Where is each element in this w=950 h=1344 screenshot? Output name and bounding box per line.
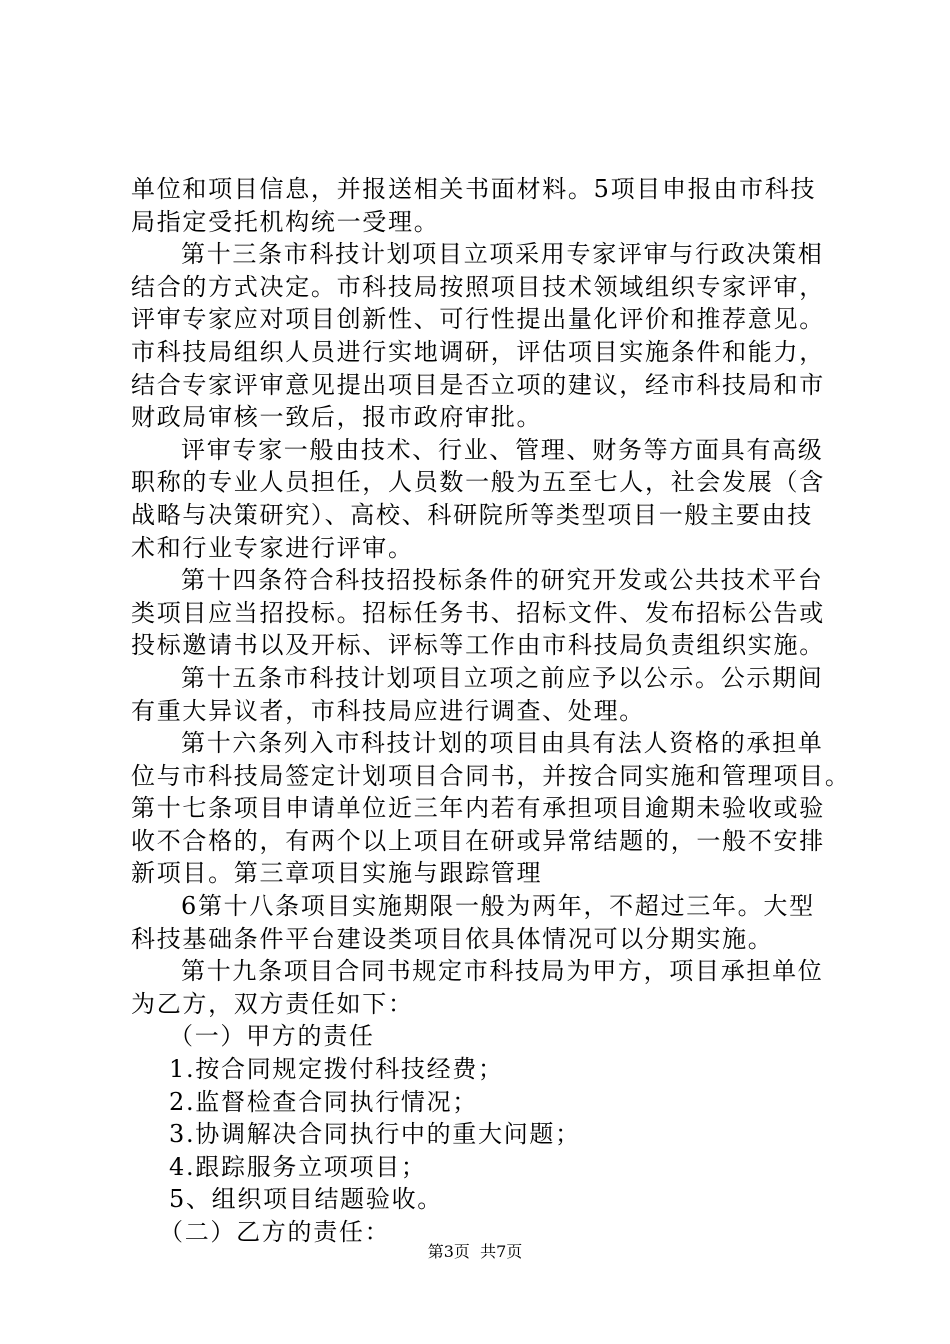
text-line: 第十六条列入市科技计划的项目由具有法人资格的承担单 — [181, 729, 824, 758]
text-line: 5、组织项目结题验收。 — [169, 1185, 443, 1214]
text-line: 单位和项目信息，并报送相关书面材料。5项目申报由市科技 — [131, 175, 817, 203]
text-line: 战略与决策研究）、高校、科研院所等类型项目一般主要由技 — [131, 500, 813, 529]
text-line: 4.跟踪服务立项项目； — [169, 1152, 427, 1181]
text-line: 评审专家应对项目创新性、可行性提出量化评价和推荐意见。 — [131, 305, 825, 334]
text-line: 新项目。第三章项目实施与跟踪管理 — [131, 859, 543, 888]
text-line: 结合的方式决定。市科技局按照项目技术领域组织专家评审， — [131, 272, 825, 301]
text-line: 投标邀请书以及开标、评标等工作由市科技局负责组织实施。 — [131, 631, 825, 660]
text-line: 科技基础条件平台建设类项目依具体情况可以分期实施。 — [131, 924, 774, 953]
text-line: 职称的专业人员担任，人员数一般为五至七人，社会发展（含 — [131, 468, 825, 497]
text-line: 局指定受托机构统一受理。 — [131, 207, 440, 236]
text-line: 6第十八条项目实施期限一般为两年，不超过三年。大型 — [181, 892, 815, 921]
document-body — [131, 173, 851, 1249]
page-footer — [0, 1242, 950, 1262]
text-line: 收不合格的，有两个以上项目在研或异常结题的，一般不安排 — [131, 826, 825, 855]
text-line: 为乙方，双方责任如下： — [131, 989, 414, 1018]
text-line: 第十四条符合科技招投标条件的研究开发或公共技术平台 — [181, 566, 824, 595]
text-line: 结合专家评审意见提出项目是否立项的建议，经市科技局和市 — [131, 370, 825, 399]
text-line: 市科技局组织人员进行实地调研，评估项目实施条件和能力， — [131, 337, 825, 366]
text-line: 第十九条项目合同书规定市科技局为甲方，项目承担单位 — [181, 957, 824, 986]
text-line: 有重大异议者，市科技局应进行调查、处理。 — [131, 696, 645, 725]
text-line: 位与市科技局签定计划项目合同书，并按合同实施和管理项目。 — [131, 761, 851, 790]
text-line: 第十三条市科技计划项目立项采用专家评审与行政决策相 — [181, 240, 824, 269]
text-line: 术和行业专家进行评审。 — [131, 533, 414, 562]
page-number-label: 第3页 共7页 — [427, 1242, 523, 1261]
text-line: 财政局审核一致后，报市政府审批。 — [131, 403, 543, 432]
text-line: 1.按合同规定拨付科技经费； — [169, 1055, 504, 1084]
text-line: 3.协调解决合同执行中的重大问题； — [169, 1120, 581, 1149]
text-line: 2.监督检查合同执行情况； — [169, 1087, 478, 1116]
text-line: 评审专家一般由技术、行业、管理、财务等方面具有高级 — [181, 435, 824, 464]
text-line: 第十七条项目申请单位近三年内若有承担项目逾期未验收或验 — [131, 794, 825, 823]
text-line: （一）甲方的责任 — [169, 1022, 375, 1051]
text-line: （二）乙方的责任： — [159, 1218, 391, 1246]
text-line: 类项目应当招投标。招标任务书、招标文件、发布招标公告或 — [131, 598, 825, 627]
text-line: 第十五条市科技计划项目立项之前应予以公示。公示期间 — [181, 663, 824, 692]
